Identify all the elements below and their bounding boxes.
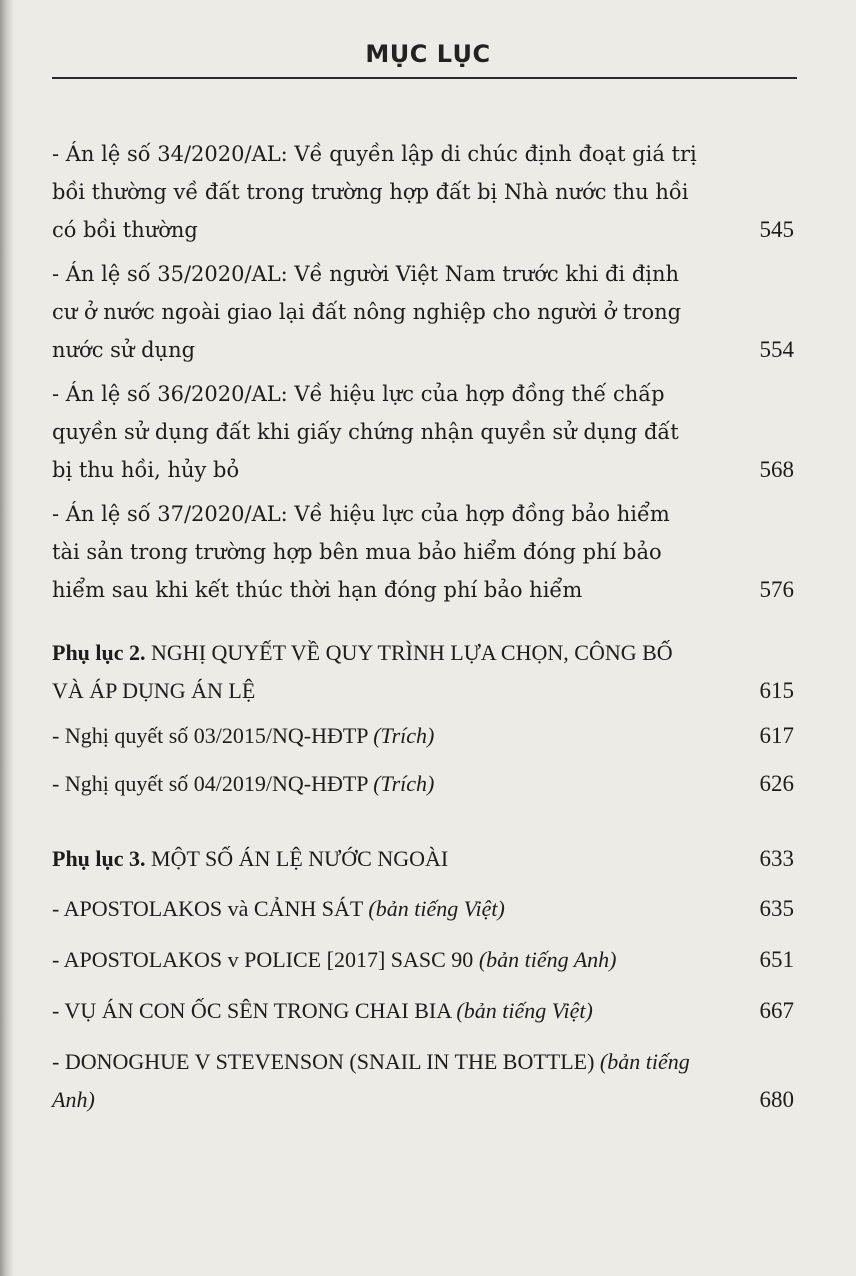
- toc-entry-page: 554: [759, 337, 794, 362]
- toc-entry-page: 626: [759, 771, 794, 796]
- toc-entry-snail-vi[interactable]: [52, 992, 794, 1030]
- toc-entry-35[interactable]: [52, 255, 794, 369]
- toc-entry-text: - Nghị quyết số 03/2015/NQ-HĐTP: [52, 723, 374, 748]
- toc-entry-page: 545: [759, 217, 794, 242]
- page-title: MỤC LỤC: [365, 40, 491, 68]
- toc-entry-note: (bản tiếng Anh): [478, 947, 617, 972]
- toc-entry-text: - Án lệ số 35/2020/AL: Về người Việt Nam trước khi đi định cư ở nước ngoài giao lại đất nông nghiệp cho người ở trong nước sử dụng: [52, 262, 682, 362]
- toc-entry-snail-en[interactable]: [52, 1043, 794, 1119]
- toc-entry-page: 576: [759, 577, 794, 602]
- toc-entry-note: (bản tiếng Việt): [456, 998, 593, 1023]
- toc-entry-page: 635: [759, 896, 794, 921]
- toc-entry-apostolakos-en[interactable]: [52, 941, 794, 979]
- toc-entry-page: 667: [759, 998, 794, 1023]
- appendix-title: MỘT SỐ ÁN LỆ NƯỚC NGOÀI: [145, 846, 449, 871]
- toc-entry-text: - APOSTOLAKOS v POLICE [2017] SASC 90: [52, 947, 479, 972]
- toc-entry-text: - Nghị quyết số 04/2019/NQ-HĐTP: [52, 771, 374, 796]
- toc-entry-34[interactable]: [52, 135, 794, 249]
- appendix-label: Phụ lục 2.: [52, 640, 146, 665]
- toc-entry-text: - Án lệ số 36/2020/AL: Về hiệu lực của hợp đồng thế chấp quyền sử dụng đất khi giấy chứng nhận quyền sử dụng đất bị thu hồi, hủy bỏ: [52, 382, 679, 482]
- toc-entry-36[interactable]: [52, 375, 794, 489]
- toc-entry-note: (Trích): [373, 723, 435, 748]
- toc-entry-resolution-04[interactable]: [52, 765, 794, 803]
- toc-entry-page: 617: [759, 723, 794, 748]
- toc-appendix-3[interactable]: [52, 840, 794, 878]
- toc-entry-page: 615: [759, 678, 794, 703]
- toc-entry-page: 651: [759, 947, 794, 972]
- toc-entry-note: (Trích): [373, 771, 435, 796]
- appendix-label: Phụ lục 3.: [52, 846, 146, 871]
- toc-entry-text: - Án lệ số 37/2020/AL: Về hiệu lực của hợp đồng bảo hiểm tài sản trong trường hợp bên mua bảo hiểm đóng phí bảo hiểm sau khi kết thúc thời hạn đóng phí bảo hiểm: [52, 502, 670, 602]
- toc-entry-page: 680: [759, 1087, 794, 1112]
- toc-entry-text: - VỤ ÁN CON ỐC SÊN TRONG CHAI BIA: [52, 998, 457, 1023]
- appendix-title: NGHỊ QUYẾT VỀ QUY TRÌNH LỰA CHỌN, CÔNG BỐ VÀ ÁP DỤNG ÁN LỆ: [52, 640, 673, 703]
- toc-entry-resolution-03[interactable]: [52, 717, 794, 755]
- toc-entry-note: (bản tiếng Việt): [368, 896, 505, 921]
- toc-entry-page: 633: [759, 846, 794, 871]
- toc-entry-text: - DONOGHUE V STEVENSON (SNAIL IN THE BOTTLE): [52, 1049, 600, 1074]
- toc-entry-text: - APOSTOLAKOS và CẢNH SÁT: [52, 896, 369, 921]
- toc-entry-text: - Án lệ số 34/2020/AL: Về quyền lập di chúc định đoạt giá trị bồi thường về đất trong trường hợp đất bị Nhà nước thu hồi có bồi thường: [52, 142, 697, 242]
- toc-entry-page: 568: [759, 457, 794, 482]
- toc-appendix-2[interactable]: [52, 634, 794, 710]
- toc-entry-apostolakos-vi[interactable]: [52, 890, 794, 928]
- toc-entry-note: (bản tiếng Anh): [52, 1049, 690, 1112]
- toc-entry-37[interactable]: [52, 495, 794, 609]
